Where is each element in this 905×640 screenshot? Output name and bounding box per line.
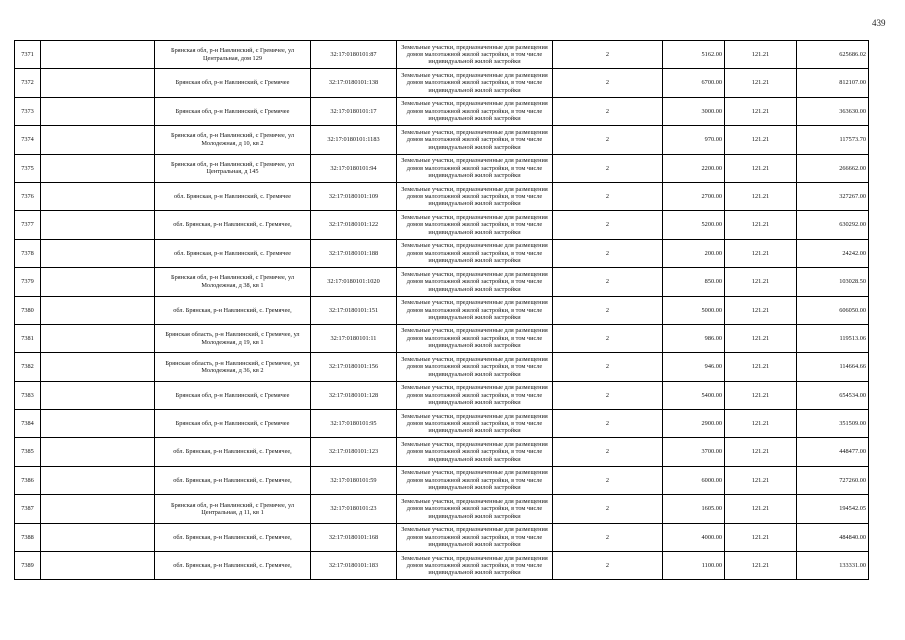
table-row xyxy=(15,154,869,182)
cadastral-number-cell: 32:17:0180101:23 xyxy=(311,495,397,523)
rate-cell: 121.21 xyxy=(725,324,797,352)
cadastral-value-cell: 448477.00 xyxy=(797,438,869,466)
address-cell: Брянская обл, р-н Навлинский, с Гремячее xyxy=(155,381,311,409)
land-use-cell: Земельные участки, предназначенные для размещения домов малоэтажной жилой застройки, в том числе индивидуальной жилой застройки xyxy=(397,41,553,69)
cadastral-value-cell: 484840.00 xyxy=(797,523,869,551)
category-cell: 2 xyxy=(553,296,663,324)
address-cell: обл. Брянская, р-н Навлинский, с. Гремячее xyxy=(155,239,311,267)
spacer-cell xyxy=(41,41,155,69)
category-cell: 2 xyxy=(553,410,663,438)
row-number-cell: 7374 xyxy=(15,126,41,154)
table-row xyxy=(15,69,869,97)
land-use-cell: Земельные участки, предназначенные для размещения домов малоэтажной жилой застройки, в том числе индивидуальной жилой застройки xyxy=(397,97,553,125)
spacer-cell xyxy=(41,324,155,352)
area-cell: 3700.00 xyxy=(663,438,725,466)
spacer-cell xyxy=(41,381,155,409)
category-cell: 2 xyxy=(553,324,663,352)
spacer-cell xyxy=(41,296,155,324)
spacer-cell xyxy=(41,552,155,580)
table-body xyxy=(15,41,869,580)
rate-cell: 121.21 xyxy=(725,495,797,523)
cadastral-number-cell: 32:17:0180101:123 xyxy=(311,438,397,466)
row-number-cell: 7381 xyxy=(15,324,41,352)
cadastral-value-cell: 630292.00 xyxy=(797,211,869,239)
cadastral-number-cell: 32:17:0180101:17 xyxy=(311,97,397,125)
table-row xyxy=(15,211,869,239)
rate-cell: 121.21 xyxy=(725,466,797,494)
rate-cell: 121.21 xyxy=(725,438,797,466)
cadastral-number-cell: 32:17:0180101:122 xyxy=(311,211,397,239)
land-use-cell: Земельные участки, предназначенные для размещения домов малоэтажной жилой застройки, в том числе индивидуальной жилой застройки xyxy=(397,126,553,154)
spacer-cell xyxy=(41,466,155,494)
land-use-cell: Земельные участки, предназначенные для размещения домов малоэтажной жилой застройки, в том числе индивидуальной жилой застройки xyxy=(397,410,553,438)
category-cell: 2 xyxy=(553,69,663,97)
cadastral-number-cell: 32:17:0180101:188 xyxy=(311,239,397,267)
cadastral-value-cell: 625686.02 xyxy=(797,41,869,69)
land-use-cell: Земельные участки, предназначенные для размещения домов малоэтажной жилой застройки, в том числе индивидуальной жилой застройки xyxy=(397,495,553,523)
land-use-cell: Земельные участки, предназначенные для размещения домов малоэтажной жилой застройки, в том числе индивидуальной жилой застройки xyxy=(397,268,553,296)
area-cell: 3000.00 xyxy=(663,97,725,125)
spacer-cell xyxy=(41,353,155,381)
address-cell: обл. Брянская, р-н Навлинский, с. Гремячее xyxy=(155,182,311,210)
row-number-cell: 7388 xyxy=(15,523,41,551)
row-number-cell: 7377 xyxy=(15,211,41,239)
category-cell: 2 xyxy=(553,97,663,125)
cadastral-number-cell: 32:17:0180101:109 xyxy=(311,182,397,210)
cadastral-value-cell: 119513.06 xyxy=(797,324,869,352)
cadastral-number-cell: 32:17:0180101:156 xyxy=(311,353,397,381)
cadastral-value-cell: 727260.00 xyxy=(797,466,869,494)
area-cell: 970.00 xyxy=(663,126,725,154)
cadastral-number-cell: 32:17:0180101:168 xyxy=(311,523,397,551)
rate-cell: 121.21 xyxy=(725,381,797,409)
cadastral-number-cell: 32:17:0180101:95 xyxy=(311,410,397,438)
rate-cell: 121.21 xyxy=(725,97,797,125)
rate-cell: 121.21 xyxy=(725,126,797,154)
rate-cell: 121.21 xyxy=(725,239,797,267)
cadastral-value-cell: 606050.00 xyxy=(797,296,869,324)
rate-cell: 121.21 xyxy=(725,268,797,296)
cadastral-value-cell: 194542.05 xyxy=(797,495,869,523)
cadastral-number-cell: 32:17:0180101:87 xyxy=(311,41,397,69)
rate-cell: 121.21 xyxy=(725,552,797,580)
address-cell: Брянская обл, р-н Навлинский, с Гремячее, ул Центральная, д 11, кв 1 xyxy=(155,495,311,523)
land-use-cell: Земельные участки, предназначенные для размещения домов малоэтажной жилой застройки, в том числе индивидуальной жилой застройки xyxy=(397,353,553,381)
area-cell: 6700.00 xyxy=(663,69,725,97)
page-number: 439 xyxy=(872,18,886,28)
cadastral-value-cell: 363630.00 xyxy=(797,97,869,125)
land-use-cell: Земельные участки, предназначенные для размещения домов малоэтажной жилой застройки, в том числе индивидуальной жилой застройки xyxy=(397,211,553,239)
area-cell: 5400.00 xyxy=(663,381,725,409)
category-cell: 2 xyxy=(553,523,663,551)
table-row xyxy=(15,552,869,580)
cadastral-value-cell: 266662.00 xyxy=(797,154,869,182)
address-cell: Брянская обл, р-н Навлинский, с Гремячее xyxy=(155,410,311,438)
spacer-cell xyxy=(41,69,155,97)
spacer-cell xyxy=(41,239,155,267)
row-number-cell: 7382 xyxy=(15,353,41,381)
cadastral-number-cell: 32:17:0180101:11 xyxy=(311,324,397,352)
category-cell: 2 xyxy=(553,126,663,154)
address-cell: обл. Брянская, р-н Навлинский, с. Гремячее, xyxy=(155,438,311,466)
category-cell: 2 xyxy=(553,495,663,523)
rate-cell: 121.21 xyxy=(725,41,797,69)
area-cell: 1100.00 xyxy=(663,552,725,580)
area-cell: 200.00 xyxy=(663,239,725,267)
table-row xyxy=(15,438,869,466)
land-use-cell: Земельные участки, предназначенные для размещения домов малоэтажной жилой застройки, в том числе индивидуальной жилой застройки xyxy=(397,239,553,267)
rate-cell: 121.21 xyxy=(725,410,797,438)
area-cell: 986.00 xyxy=(663,324,725,352)
cadastral-value-cell: 24242.00 xyxy=(797,239,869,267)
area-cell: 946.00 xyxy=(663,353,725,381)
row-number-cell: 7372 xyxy=(15,69,41,97)
area-cell: 2700.00 xyxy=(663,182,725,210)
address-cell: Брянская обл, р-н Навлинский, с Гремячее xyxy=(155,69,311,97)
spacer-cell xyxy=(41,154,155,182)
cadastral-number-cell: 32:17:0180101:138 xyxy=(311,69,397,97)
spacer-cell xyxy=(41,523,155,551)
row-number-cell: 7379 xyxy=(15,268,41,296)
rate-cell: 121.21 xyxy=(725,296,797,324)
row-number-cell: 7378 xyxy=(15,239,41,267)
area-cell: 1605.00 xyxy=(663,495,725,523)
category-cell: 2 xyxy=(553,239,663,267)
rate-cell: 121.21 xyxy=(725,182,797,210)
spacer-cell xyxy=(41,126,155,154)
row-number-cell: 7380 xyxy=(15,296,41,324)
table-row xyxy=(15,466,869,494)
row-number-cell: 7375 xyxy=(15,154,41,182)
land-use-cell: Земельные участки, предназначенные для размещения домов малоэтажной жилой застройки, в том числе индивидуальной жилой застройки xyxy=(397,154,553,182)
cadastral-number-cell: 32:17:0180101:1183 xyxy=(311,126,397,154)
category-cell: 2 xyxy=(553,381,663,409)
rate-cell: 121.21 xyxy=(725,353,797,381)
address-cell: Брянская обл, р-н Навлинский, с Гремячее, ул Центральная, дом 129 xyxy=(155,41,311,69)
table-row xyxy=(15,410,869,438)
cadastral-number-cell: 32:17:0180101:59 xyxy=(311,466,397,494)
category-cell: 2 xyxy=(553,466,663,494)
spacer-cell xyxy=(41,495,155,523)
table-row xyxy=(15,381,869,409)
category-cell: 2 xyxy=(553,438,663,466)
land-use-cell: Земельные участки, предназначенные для размещения домов малоэтажной жилой застройки, в том числе индивидуальной жилой застройки xyxy=(397,466,553,494)
spacer-cell xyxy=(41,182,155,210)
row-number-cell: 7371 xyxy=(15,41,41,69)
land-use-cell: Земельные участки, предназначенные для размещения домов малоэтажной жилой застройки, в том числе индивидуальной жилой застройки xyxy=(397,438,553,466)
area-cell: 5162.00 xyxy=(663,41,725,69)
table-row xyxy=(15,324,869,352)
address-cell: Брянская обл, р-н Навлинский, с Гремячее xyxy=(155,97,311,125)
area-cell: 5000.00 xyxy=(663,296,725,324)
spacer-cell xyxy=(41,438,155,466)
cadastral-number-cell: 32:17:0180101:151 xyxy=(311,296,397,324)
cadastral-value-cell: 351509.00 xyxy=(797,410,869,438)
address-cell: обл. Брянская, р-н Навлинский, с. Гремячее, xyxy=(155,552,311,580)
row-number-cell: 7373 xyxy=(15,97,41,125)
address-cell: Брянская обл, р-н Навлинский, с Гремячее, ул Центральная, д 145 xyxy=(155,154,311,182)
spacer-cell xyxy=(41,410,155,438)
address-cell: обл. Брянская, р-н Навлинский, с. Гремячее, xyxy=(155,296,311,324)
cadastral-value-cell: 117573.70 xyxy=(797,126,869,154)
table-row xyxy=(15,296,869,324)
spacer-cell xyxy=(41,268,155,296)
area-cell: 850.00 xyxy=(663,268,725,296)
cadastral-number-cell: 32:17:0180101:1020 xyxy=(311,268,397,296)
spacer-cell xyxy=(41,211,155,239)
area-cell: 2200.00 xyxy=(663,154,725,182)
table-row xyxy=(15,268,869,296)
address-cell: обл. Брянская, р-н Навлинский, с. Гремячее, xyxy=(155,466,311,494)
address-cell: Брянская область, р-н Навлинский, с Гремячее, ул Молодежная, д 36, кв 2 xyxy=(155,353,311,381)
table-row xyxy=(15,126,869,154)
address-cell: Брянская область, р-н Навлинский, с Гремячее, ул Молодежная, д 19, кв 1 xyxy=(155,324,311,352)
table-row xyxy=(15,495,869,523)
land-use-cell: Земельные участки, предназначенные для размещения домов малоэтажной жилой застройки, в том числе индивидуальной жилой застройки xyxy=(397,552,553,580)
rate-cell: 121.21 xyxy=(725,154,797,182)
address-cell: Брянская обл, р-н Навлинский, с Гремячее, ул Молодежная, д 10, кв 2 xyxy=(155,126,311,154)
category-cell: 2 xyxy=(553,154,663,182)
spacer-cell xyxy=(41,97,155,125)
cadastral-value-cell: 103028.50 xyxy=(797,268,869,296)
area-cell: 4000.00 xyxy=(663,523,725,551)
category-cell: 2 xyxy=(553,353,663,381)
table-row xyxy=(15,523,869,551)
row-number-cell: 7384 xyxy=(15,410,41,438)
land-use-cell: Земельные участки, предназначенные для размещения домов малоэтажной жилой застройки, в том числе индивидуальной жилой застройки xyxy=(397,324,553,352)
cadastral-value-cell: 133331.00 xyxy=(797,552,869,580)
address-cell: обл. Брянская, р-н Навлинский, с. Гремячее, xyxy=(155,211,311,239)
land-use-cell: Земельные участки, предназначенные для размещения домов малоэтажной жилой застройки, в том числе индивидуальной жилой застройки xyxy=(397,182,553,210)
table-row xyxy=(15,182,869,210)
row-number-cell: 7386 xyxy=(15,466,41,494)
row-number-cell: 7376 xyxy=(15,182,41,210)
land-use-cell: Земельные участки, предназначенные для размещения домов малоэтажной жилой застройки, в том числе индивидуальной жилой застройки xyxy=(397,381,553,409)
cadastral-value-cell: 812107.00 xyxy=(797,69,869,97)
row-number-cell: 7385 xyxy=(15,438,41,466)
category-cell: 2 xyxy=(553,552,663,580)
category-cell: 2 xyxy=(553,182,663,210)
row-number-cell: 7383 xyxy=(15,381,41,409)
table-row xyxy=(15,41,869,69)
land-use-cell: Земельные участки, предназначенные для размещения домов малоэтажной жилой застройки, в том числе индивидуальной жилой застройки xyxy=(397,69,553,97)
cadastral-number-cell: 32:17:0180101:128 xyxy=(311,381,397,409)
category-cell: 2 xyxy=(553,268,663,296)
area-cell: 2900.00 xyxy=(663,410,725,438)
land-use-cell: Земельные участки, предназначенные для размещения домов малоэтажной жилой застройки, в том числе индивидуальной жилой застройки xyxy=(397,523,553,551)
category-cell: 2 xyxy=(553,211,663,239)
rate-cell: 121.21 xyxy=(725,523,797,551)
address-cell: обл. Брянская, р-н Навлинский, с. Гремячее, xyxy=(155,523,311,551)
table-row xyxy=(15,97,869,125)
cadastral-number-cell: 32:17:0180101:94 xyxy=(311,154,397,182)
cadastral-value-table xyxy=(14,40,869,580)
row-number-cell: 7389 xyxy=(15,552,41,580)
area-cell: 5200.00 xyxy=(663,211,725,239)
table-row xyxy=(15,239,869,267)
address-cell: Брянская обл, р-н Навлинский, с Гремячее, ул Молодежная, д 38, кв 1 xyxy=(155,268,311,296)
row-number-cell: 7387 xyxy=(15,495,41,523)
cadastral-number-cell: 32:17:0180101:183 xyxy=(311,552,397,580)
rate-cell: 121.21 xyxy=(725,211,797,239)
cadastral-value-cell: 327267.00 xyxy=(797,182,869,210)
table-row xyxy=(15,353,869,381)
cadastral-value-cell: 654534.00 xyxy=(797,381,869,409)
rate-cell: 121.21 xyxy=(725,69,797,97)
category-cell: 2 xyxy=(553,41,663,69)
land-use-cell: Земельные участки, предназначенные для размещения домов малоэтажной жилой застройки, в том числе индивидуальной жилой застройки xyxy=(397,296,553,324)
cadastral-value-cell: 114664.66 xyxy=(797,353,869,381)
area-cell: 6000.00 xyxy=(663,466,725,494)
